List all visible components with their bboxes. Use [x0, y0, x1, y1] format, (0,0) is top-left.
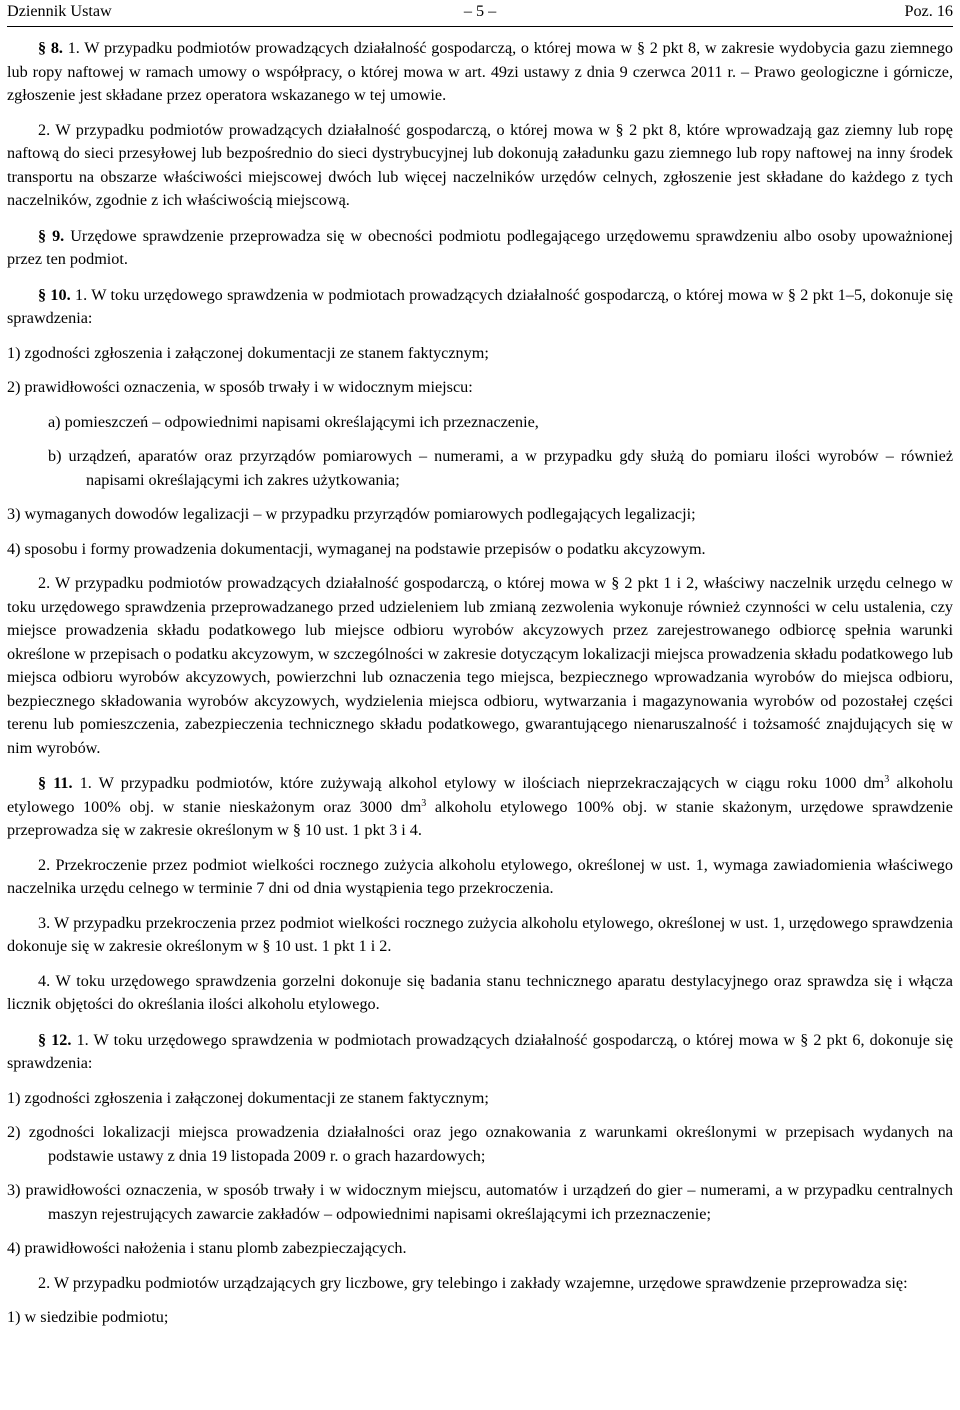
section-11-text-1a: 1. W przypadku podmiotów, które zużywają alkohol etylowy w ilościach nieprzekraczających w ciągu roku 1000 dm: [79, 774, 885, 792]
section-12-paragraph-2: 2. W przypadku podmiotów urządzających gry liczbowe, gry telebingo i zakłady wzajemne, urzędowe sprawdzenie przeprowadza się:: [38, 1273, 908, 1292]
section-11-text-1b: alkoholu etylowego 100% obj. w stanie nieskażonym oraz 3000 dm: [7, 774, 954, 816]
position-number: Poz. 16: [904, 2, 953, 20]
section-11-text-1c: alkoholu etylowego 100% obj. w stanie skażonym, urzędowe sprawdzenie przeprowadza się w zakresie określonym w § 10 ust. 1 pkt 3 i 4.: [7, 797, 953, 839]
section-9-paragraph: [7, 225, 953, 272]
page-number: – 5 –: [463, 2, 497, 20]
section-11-paragraph-2: 2. Przekroczenie przez podmiot wielkości rocznego zużycia alkoholu etylowego, określonej w ust. 1, wymaga zawiadomienia właściwego naczelnika urzędu celnego w terminie 7 dni od dnia wystąpienia tego przekroczenia.: [7, 855, 953, 897]
section-12-item-3: 3) prawidłowości oznaczenia, w sposób trwały i w widocznym miejscu, automatów i urządzeń do gier – numerami, a w przypadku centralnych maszyn rejestrujących zawarcie zakładów – odpowiednimi napisami określającymi ich przeznaczenie;: [7, 1181, 953, 1223]
section-10-item-3: 3) wymaganych dowodów legalizacji – w przypadku przyrządów pomiarowych podlegających legalizacji;: [7, 505, 696, 523]
header-divider: [7, 26, 953, 27]
section-8-paragraph-1: [7, 37, 953, 108]
section-10-item-4: 4) sposobu i formy prowadzenia dokumentacji, wymaganej na podstawie przepisów o podatku akcyzowym.: [7, 539, 706, 558]
section-10-paragraph-1: [7, 284, 953, 331]
section-12-number: § 12.: [38, 1030, 72, 1049]
page-header: [7, 0, 953, 24]
section-10-item-2b: b) urządzeń, aparatów oraz przyrządów pomiarowych – numerami, a w przypadku gdy służą do pomiaru ilości wyrobów – również napisami określającymi ich zakres użytkowania;: [48, 447, 953, 489]
section-12-item-5: 1) w siedzibie podmiotu;: [7, 1308, 169, 1326]
section-8-number: § 8.: [38, 39, 63, 57]
section-10-item-2a: a) pomieszczeń – odpowiednimi napisami określającymi ich przeznaczenie,: [48, 412, 539, 431]
section-12-item-2: 2) zgodności lokalizacji miejsca prowadzenia działalności oraz jego oznakowania z warunkami określonymi w przepisach wydanych na podstawie ustawy z dnia 19 listopada 2009 r. o grach hazardowych;: [7, 1123, 953, 1165]
section-12-text-1: 1. W toku urzędowego sprawdzenia w podmiotach prowadzących działalność gospodarczą, o której mowa w § 2 pkt 6, dokonuje się sprawdzenia:: [7, 1030, 954, 1072]
section-10-text-1: 1. W toku urzędowego sprawdzenia w podmiotach prowadzących działalność gospodarczą, o której mowa w § 2 pkt 1–5, dokonuje się sprawdzenia:: [7, 285, 953, 327]
section-10-item-2: 2) prawidłowości oznaczenia, w sposób trwały i w widocznym miejscu:: [7, 378, 473, 396]
section-11-paragraph-3: 3. W przypadku przekroczenia przez podmiot wielkości rocznego zużycia alkoholu etylowego, określonej w ust. 1, urzędowego sprawdzenia dokonuje się w zakresie określonym w § 10 ust. 1 pkt 1 i 2.: [7, 913, 953, 955]
section-11-paragraph-1: [7, 772, 953, 843]
section-10-paragraph-2: 2. W przypadku podmiotów prowadzących działalność gospodarczą, o której mowa w § 2 pkt 1 i 2, właściwy naczelnik urzędu celnego w toku urzędowego sprawdzenia przeprowadzanego przed udzieleniem lub zmianą zezwolenia wykonuje również czynności w celu ustalenia, czy miejsce prowadzenia składu podatkowego lub miejsce odbioru wyrobów akcyzowych przez zarejestrowanego odbiorcę spełnia warunki określone w przepisach o podatku akcyzowym, w szczególności w zakresie dotyczącym lokalizacji miejsca prowadzenia składu podatkowego lub miejsca odbioru wyrobów akcyzowych, powierzchni lub oznaczenia tego miejsca, bezpiecznego wprowadzania wyrobów do miejsca odbioru, bezpiecznego składowania wyrobów akcyzowych, wydzielenia miejsca odbioru, wytwarzania i magazynowania wyrobów od pozostałej części terenu lub pomieszczenia, zabezpieczenia technicznego składu podatkowego, gwarantującego nienaruszalność i tożsamość znajdujących się w nim wyrobów.: [7, 574, 953, 757]
section-11-paragraph-4: 4. W toku urzędowego sprawdzenia gorzelni dokonuje się badania stanu technicznego aparatu destylacyjnego oraz sprawdza się i włącza licznik objętości do określania ilości alkoholu etylowego.: [7, 971, 953, 1013]
section-8-paragraph-2: 2. W przypadku podmiotów prowadzących działalność gospodarczą, o której mowa w § 2 pkt 8, które wprowadzają gaz ziemny lub ropę naftową do sieci przesyłowej lub bezpośrednio do sieci dystrybucyjnej lub dokonują załadunku gazu ziemnego lub ropy naftowej na inny środek transportu na obszarze właściwości miejscowej dwóch lub więcej naczelników urzędów celnych, zgłoszenie jest składane do każdego z tych naczelników, zgodnie z ich właściwością miejscową.: [7, 120, 953, 209]
section-8-text-1: 1. W przypadku podmiotów prowadzących działalność gospodarczą, o której mowa w § 2 pkt 8, w zakresie wydobycia gazu ziemnego lub ropy naftowej w ramach umowy o współpracy, o której mowa w art. 49zi ustawy z dnia 9 czerwca 2011 r. – Prawo geologiczne i górnicze, zgłoszenie jest składane przez operatora wskazanego w tej umowie.: [7, 39, 954, 104]
section-9-number: § 9.: [38, 226, 65, 245]
section-11-number: § 11.: [38, 774, 73, 792]
superscript-3: 3: [884, 774, 890, 785]
section-10-item-1: 1) zgodności zgłoszenia i załączonej dokumentacji ze stanem faktycznym;: [7, 343, 489, 362]
journal-title: Dziennik Ustaw: [7, 2, 112, 20]
document-body: [7, 37, 953, 1330]
superscript-3: 3: [421, 797, 427, 809]
section-12-item-1: 1) zgodności zgłoszenia i załączonej dokumentacji ze stanem faktycznym;: [7, 1088, 489, 1107]
section-9-text: Urzędowe sprawdzenie przeprowadza się w obecności podmiotu podlegającego urzędowemu sprawdzeniu albo osoby upoważnionej przez ten podmiot.: [7, 226, 954, 268]
section-12-item-4: 4) prawidłowości nałożenia i stanu plomb zabezpieczających.: [7, 1239, 407, 1257]
section-12-paragraph-1: [7, 1029, 953, 1076]
section-10-number: § 10.: [38, 285, 71, 304]
